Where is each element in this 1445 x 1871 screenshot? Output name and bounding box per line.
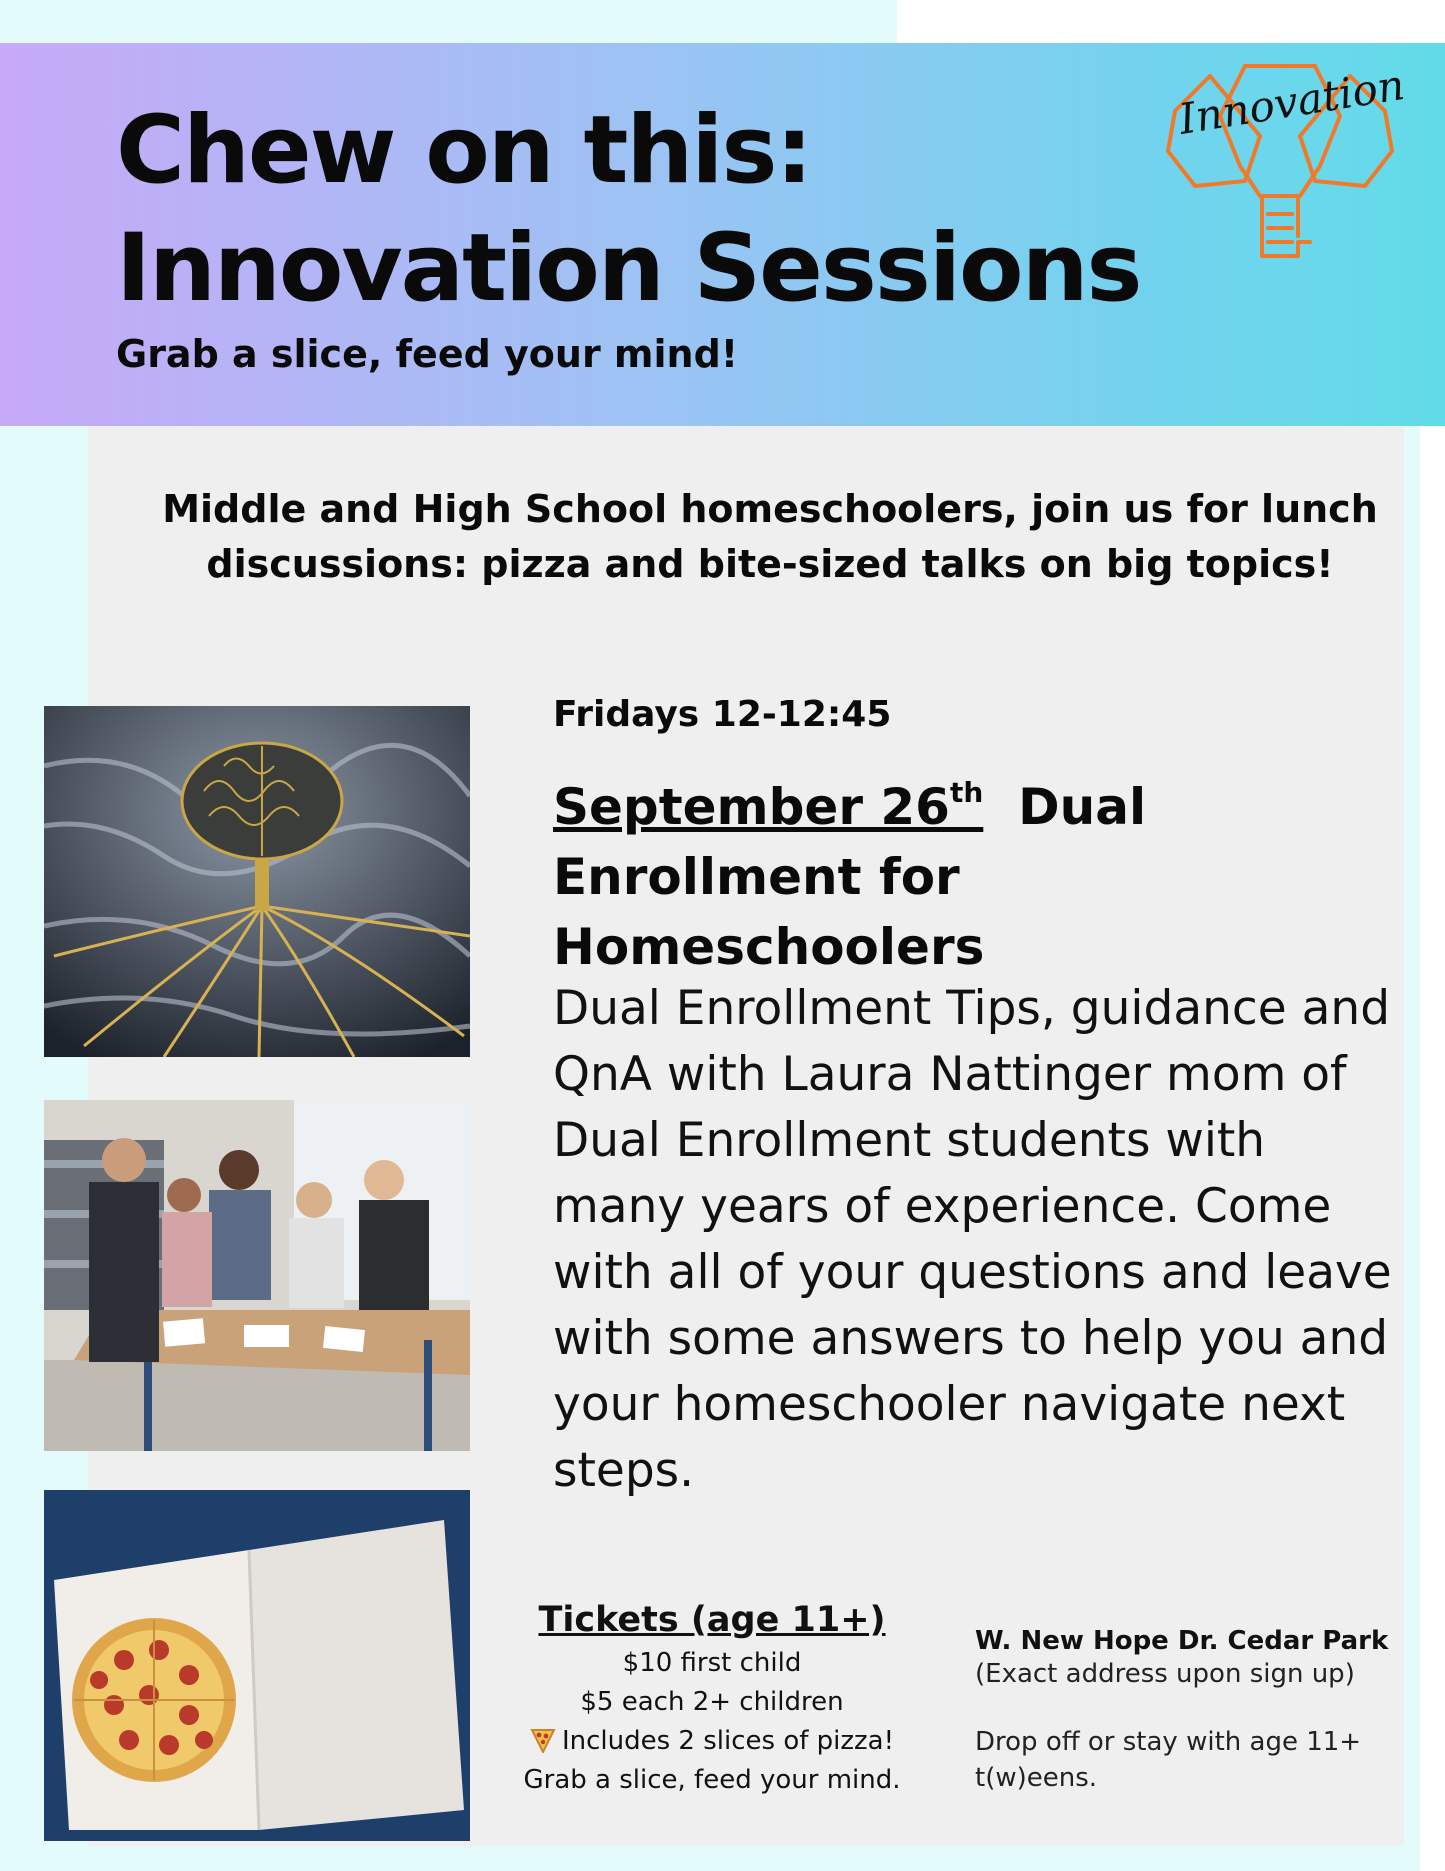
pizza-box-photo	[44, 1490, 470, 1841]
brain-tree-photo	[44, 706, 470, 1057]
location-address: W. New Hope Dr. Cedar Park	[975, 1626, 1389, 1656]
date-suffix: th	[949, 776, 984, 809]
logo-text: Innovation	[1175, 59, 1408, 144]
ticket-first-child: $10 first child	[622, 1648, 802, 1678]
pizza-icon	[530, 1727, 556, 1753]
ticket-additional: $5 each 2+ children	[580, 1687, 844, 1717]
event-heading	[553, 772, 1393, 982]
ticket-includes: Includes 2 slices of pizza!	[502, 1722, 922, 1761]
background-tab	[897, 0, 1445, 44]
title-line-2: Innovation Sessions	[116, 214, 1141, 323]
dropoff-note: Drop off or stay with age 11+ t(w)eens.	[975, 1727, 1362, 1793]
location-note: (Exact address upon sign up)	[975, 1659, 1355, 1689]
intro-text: Middle and High School homeschoolers, join us for lunch discussions: pizza and bite-sized talks on big topics!	[162, 487, 1378, 586]
schedule-text: Fridays 12-12:45	[553, 694, 892, 735]
location-section	[975, 1626, 1415, 1796]
page-title	[116, 92, 1141, 328]
event-title: Dual Enrollment for Homeschoolers	[553, 778, 1147, 976]
background-strip	[1420, 420, 1445, 1871]
students-table-photo	[44, 1100, 470, 1451]
ticket-tagline: Grab a slice, feed your mind.	[523, 1765, 901, 1795]
event-date: September 26th	[553, 776, 984, 836]
tickets-heading: Tickets (age 11+)	[538, 1600, 886, 1640]
tickets-section	[502, 1600, 922, 1800]
title-line-1: Chew on this:	[116, 96, 812, 205]
header-tagline: Grab a slice, feed your mind!	[116, 332, 739, 376]
event-description: Dual Enrollment Tips, guidance and QnA with Laura Nattinger mom of Dual Enrollment students with many years of experience. Come with all of your questions and leave with some answers to help you and your homeschooler navigate next steps.	[553, 981, 1392, 1498]
